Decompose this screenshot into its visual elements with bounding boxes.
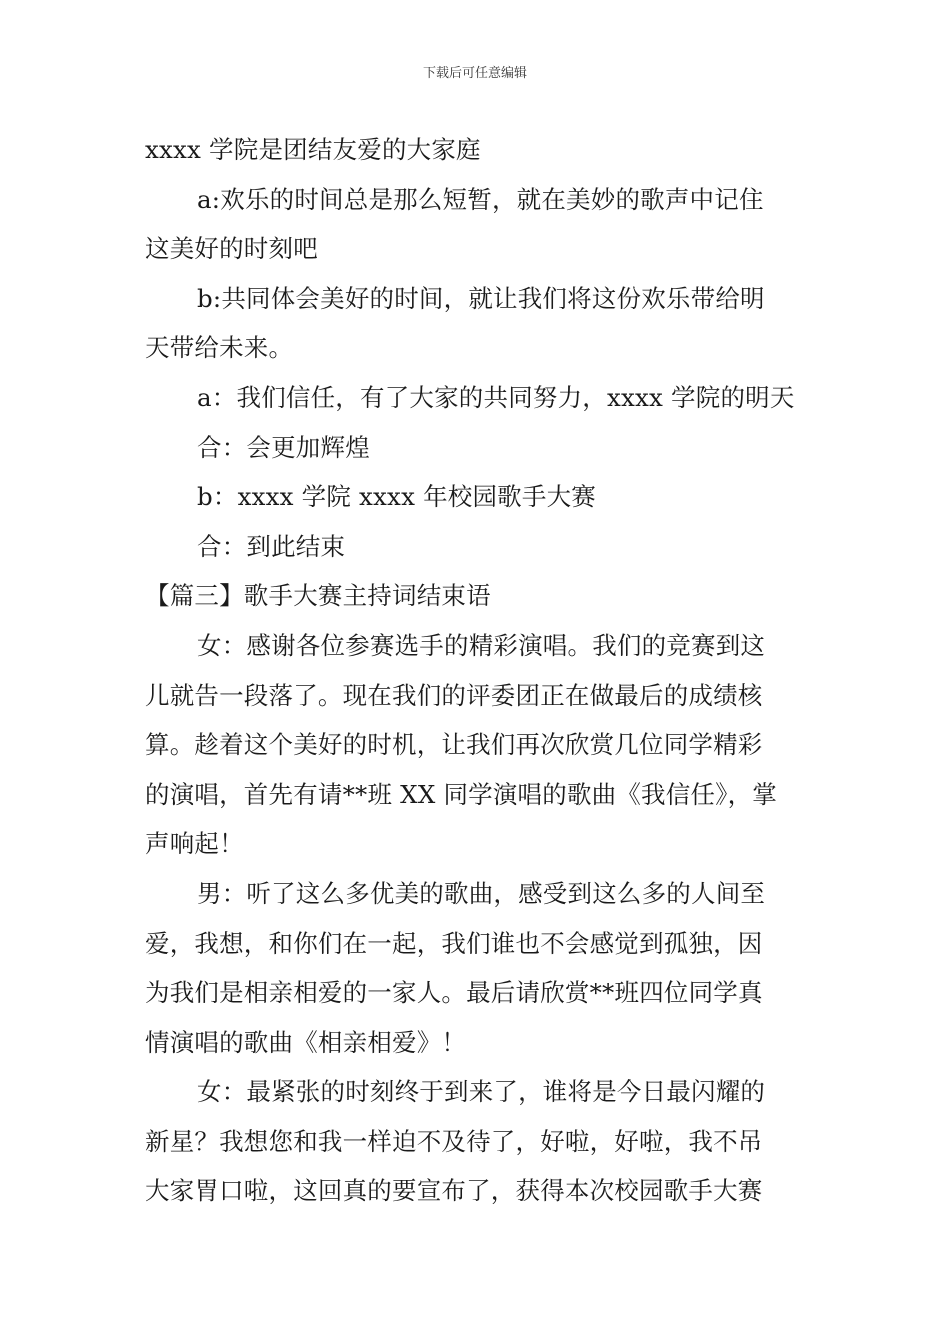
body-line-14: 的演唱，首先有请**班 XX 同学演唱的歌曲《我信任》，掌 [145, 779, 778, 809]
body-line-8: b：xxxx 学院 xxxx 年校园歌手大赛 [197, 482, 596, 512]
body-line-7: 合：会更加辉煌 [197, 432, 370, 462]
page-header-note: 下载后可任意编辑 [422, 66, 527, 81]
body-line-19: 情演唱的歌曲《相亲相爱》！ [145, 1027, 467, 1057]
body-line-18: 为我们是相亲相爱的一家人。最后请欣赏**班四位同学真 [145, 978, 763, 1008]
body-line-20: 女：最紧张的时刻终于到来了，谁将是今日最闪耀的 [197, 1077, 766, 1107]
body-line-11: 女：感谢各位参赛选手的精彩演唱。我们的竞赛到这 [197, 630, 766, 660]
body-line-6: a：我们信任，有了大家的共同努力，xxxx 学院的明天 [197, 382, 795, 412]
body-line-4: b:共同体会美好的时间，就让我们将这份欢乐带给明 [197, 283, 765, 313]
body-line-2: a:欢乐的时间总是那么短暂，就在美妙的歌声中记住 [197, 184, 764, 214]
body-line-15: 声响起！ [145, 829, 244, 859]
body-line-12: 儿就告一段落了。现在我们的评委团正在做最后的成绩核 [145, 680, 763, 710]
body-line-16: 男：听了这么多优美的歌曲，感受到这么多的人间至 [197, 878, 766, 908]
body-line-9: 合：到此结束 [197, 531, 346, 561]
body-line-13: 算。趁着这个美好的时机，让我们再次欣赏几位同学精彩 [145, 730, 763, 760]
body-line-22: 大家胃口啦，这回真的要宣布了，获得本次校园歌手大赛 [145, 1176, 763, 1206]
body-line-17: 爱，我想，和你们在一起，我们谁也不会感觉到孤独，因 [145, 928, 763, 958]
body-line-5: 天带给未来。 [145, 333, 294, 363]
body-line-21: 新星？我想您和我一样迫不及待了，好啦，好啦，我不吊 [145, 1126, 763, 1156]
body-line-1: xxxx 学院是团结友爱的大家庭 [145, 135, 481, 164]
document-body [145, 125, 810, 1216]
body-line-3: 这美好的时刻吧 [145, 234, 318, 264]
section-heading: 【篇三】歌手大赛主持词结束语 [145, 581, 491, 611]
